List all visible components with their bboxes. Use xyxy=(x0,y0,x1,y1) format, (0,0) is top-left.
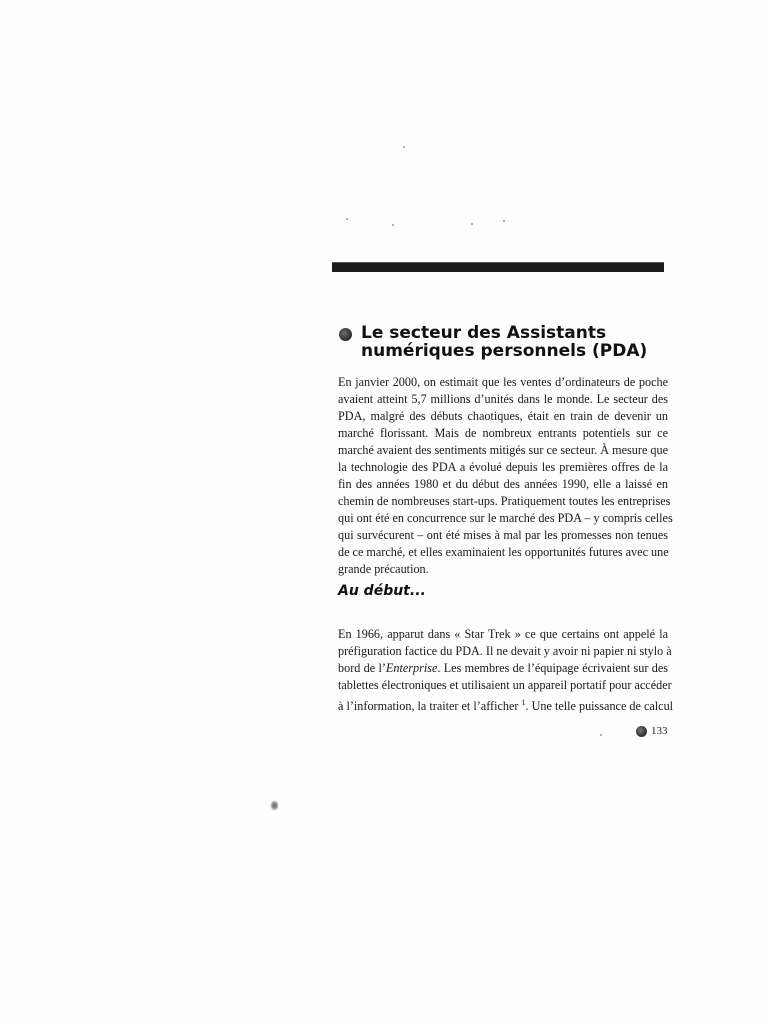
text-line: la technologie des PDA a évolué depuis les premières offres de la xyxy=(338,460,668,474)
text-line: avaient atteint 5,7 millions d’unités dans le monde. Le secteur des xyxy=(338,392,668,406)
text-line: En 1966, apparut dans « Star Trek » ce que certains ont appelé la xyxy=(338,627,668,641)
text-line: tablettes électroniques et utilisaient un appareil portatif pour accéder xyxy=(338,678,672,692)
text-line: En janvier 2000, on estimait que les ventes d’ordinateurs de poche xyxy=(338,375,668,389)
scan-speck xyxy=(346,218,348,220)
scan-speck xyxy=(600,734,602,736)
ship-name: Enterprise xyxy=(385,661,438,675)
footnote-ref: 1 xyxy=(521,698,526,707)
section-title xyxy=(339,324,669,360)
text-line: marché florissant. Mais de nombreux entrants potentiels sur ce xyxy=(338,426,668,440)
text-line: de ce marché, et elles examinaient les opportunités futures avec une xyxy=(338,545,669,559)
subsection-paragraph xyxy=(338,626,674,715)
text-line: chemin de nombreuses start-ups. Pratiquement toutes les entreprises xyxy=(338,494,671,508)
text-line: préfiguration factice du PDA. Il ne devait y avoir ni papier ni stylo à xyxy=(338,644,672,658)
section-header-rule xyxy=(332,262,664,272)
section-bullet-icon xyxy=(339,328,352,341)
text-line: qui survécurent – ont été mises à mal par les promesses non tenues xyxy=(338,528,668,542)
subsection-heading: Au début... xyxy=(338,583,426,599)
scan-speck xyxy=(471,223,473,225)
text-fragment: bord de l’ xyxy=(338,661,386,675)
text-fragment: . Une telle puissance de calcul xyxy=(525,699,674,714)
folio-bullet-icon xyxy=(636,726,647,737)
page-number: 133 xyxy=(651,725,668,737)
text-line xyxy=(338,660,668,677)
text-fragment: . Les membres de l’équipage écrivaient sur des xyxy=(437,661,668,675)
text-line: marché avaient des sentiments mitigés sur ce secteur. À mesure que xyxy=(338,443,668,457)
scan-speck xyxy=(392,224,394,226)
section-title-line-2: numériques personnels (PDA) xyxy=(361,341,648,361)
scan-speck xyxy=(503,220,505,222)
text-fragment: à l’information, la traiter et l’afficher xyxy=(338,699,519,714)
text-line: grande précaution. xyxy=(338,562,429,576)
section-title-line-1: Le secteur des Assistants xyxy=(361,323,607,343)
text-line: PDA, malgré des débuts chaotiques, était en train de devenir un xyxy=(338,409,668,423)
text-line: fin des années 1980 et du début des années 1990, elle a laissé en xyxy=(338,477,668,491)
text-line xyxy=(338,694,674,715)
intro-paragraph xyxy=(338,374,673,578)
scan-speck xyxy=(403,146,405,148)
page-folio xyxy=(636,725,668,737)
text-line: qui ont été en concurrence sur le marché des PDA – y compris celles xyxy=(338,511,673,525)
scan-smudge xyxy=(270,800,279,811)
